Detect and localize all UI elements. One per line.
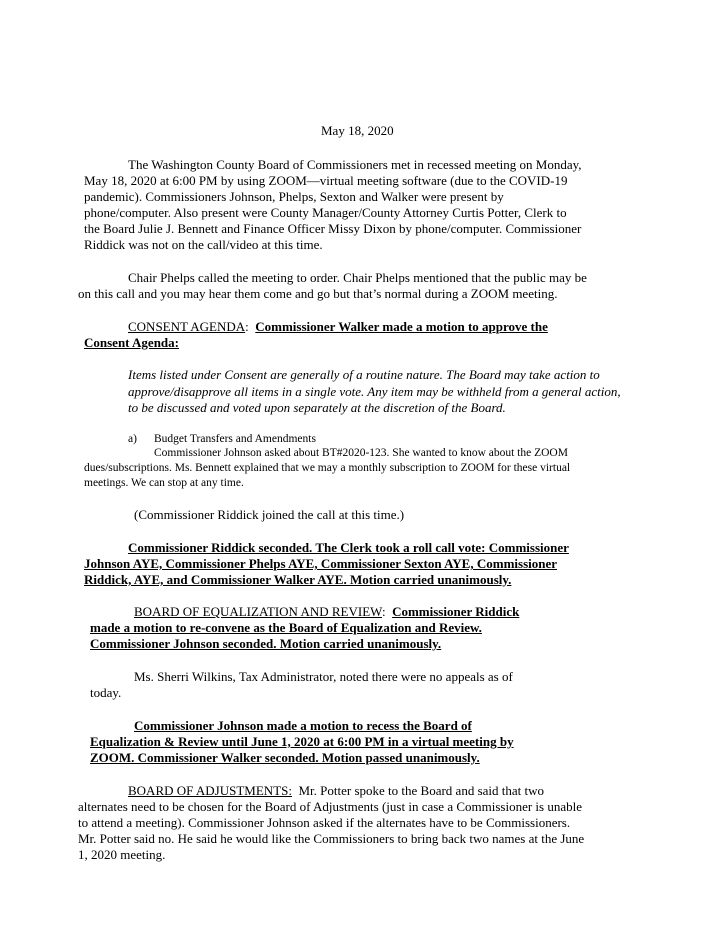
equalization-motion: Commissioner Riddick	[392, 604, 520, 619]
adjustments-line	[128, 783, 544, 800]
consent-item-line: dues/subscriptions. Ms. Bennett explained that we may a monthly subscription to ZOOM for these virtual	[84, 462, 571, 474]
intro-line: Riddick was not on the call/video at this time.	[84, 237, 323, 252]
equalization-line	[134, 604, 519, 621]
consent-note-line: approve/disapprove all items in a single vote. Any item may be withheld from a general action,	[128, 384, 621, 399]
consent-item-line: Commissioner Johnson asked about BT#2020-123. She wanted to know about the ZOOM	[154, 447, 568, 459]
consent-note-line: to be discussed and voted upon separately at the discretion of the Board.	[128, 400, 506, 415]
recess-motion-line: ZOOM. Commissioner Walker seconded. Motion passed unanimously.	[90, 750, 480, 765]
adjustments-line: alternates need to be chosen for the Board of Adjustments (just in case a Commissioner is unable	[78, 799, 582, 814]
heading-colon: :	[381, 604, 386, 619]
consent-agenda-line	[128, 319, 548, 336]
consent-agenda-heading: CONSENT AGENDA	[128, 319, 246, 334]
adjustments-heading: BOARD OF ADJUSTMENTS:	[128, 783, 292, 798]
consent-note-line: Items listed under Consent are generally of a routine nature. The Board may take action to	[128, 367, 600, 382]
consent-motion: Consent Agenda:	[84, 335, 179, 350]
intro-line: May 18, 2020 at 6:00 PM by using ZOOM—virtual meeting software (due to the COVID-19	[84, 173, 568, 188]
recess-motion-line: Equalization & Review until June 1, 2020 at 6:00 PM in a virtual meeting by	[90, 734, 514, 749]
consent-item-letter: a)	[128, 433, 137, 445]
heading-colon: :	[245, 319, 249, 334]
consent-item-line: meetings. We can stop at any time.	[84, 477, 244, 489]
intro-line: the Board Julie J. Bennett and Finance Officer Missy Dixon by phone/computer. Commissioner	[84, 221, 582, 236]
riddick-joined-note: (Commissioner Riddick joined the call at this time.)	[134, 507, 405, 522]
intro-line: phone/computer. Also present were County Manager/County Attorney Curtis Potter, Clerk to	[84, 205, 567, 220]
consent-vote-line: Johnson AYE, Commissioner Phelps AYE, Commissioner Sexton AYE, Commissioner	[84, 556, 558, 571]
recess-motion-line: Commissioner Johnson made a motion to recess the Board of	[134, 718, 472, 733]
equalization-motion: Commissioner Johnson seconded. Motion carried unanimously.	[90, 636, 442, 651]
wilkins-line: today.	[90, 685, 122, 700]
intro-line: The Washington County Board of Commissioners met in recessed meeting on Monday,	[128, 157, 582, 172]
consent-item-title: Budget Transfers and Amendments	[154, 433, 316, 445]
meeting-date: May 18, 2020	[321, 123, 394, 138]
adjustments-line: Mr. Potter said no. He said he would like the Commissioners to bring back two names at the June	[78, 831, 585, 846]
call-to-order-line: Chair Phelps called the meeting to order. Chair Phelps mentioned that the public may be	[128, 270, 587, 285]
adjustments-line: 1, 2020 meeting.	[78, 847, 166, 862]
equalization-motion: made a motion to re-convene as the Board of Equalization and Review.	[90, 620, 482, 635]
intro-line: pandemic). Commissioners Johnson, Phelps, Sexton and Walker were present by	[84, 189, 504, 204]
adjustments-line: to attend a meeting). Commissioner Johnson asked if the alternates have to be Commissioners.	[78, 815, 571, 830]
adjustments-text: Mr. Potter spoke to the Board and said that two	[298, 783, 545, 798]
consent-vote-line: Riddick, AYE, and Commissioner Walker AYE. Motion carried unanimously.	[84, 572, 512, 587]
wilkins-line: Ms. Sherri Wilkins, Tax Administrator, noted there were no appeals as of	[134, 669, 513, 684]
call-to-order-line: on this call and you may hear them come and go but that’s normal during a ZOOM meeting.	[78, 286, 558, 301]
consent-motion: Commissioner Walker made a motion to approve the	[255, 319, 548, 334]
equalization-heading: BOARD OF EQUALIZATION AND REVIEW	[134, 604, 382, 619]
consent-vote-line: Commissioner Riddick seconded. The Clerk took a roll call vote: Commissioner	[128, 540, 569, 555]
